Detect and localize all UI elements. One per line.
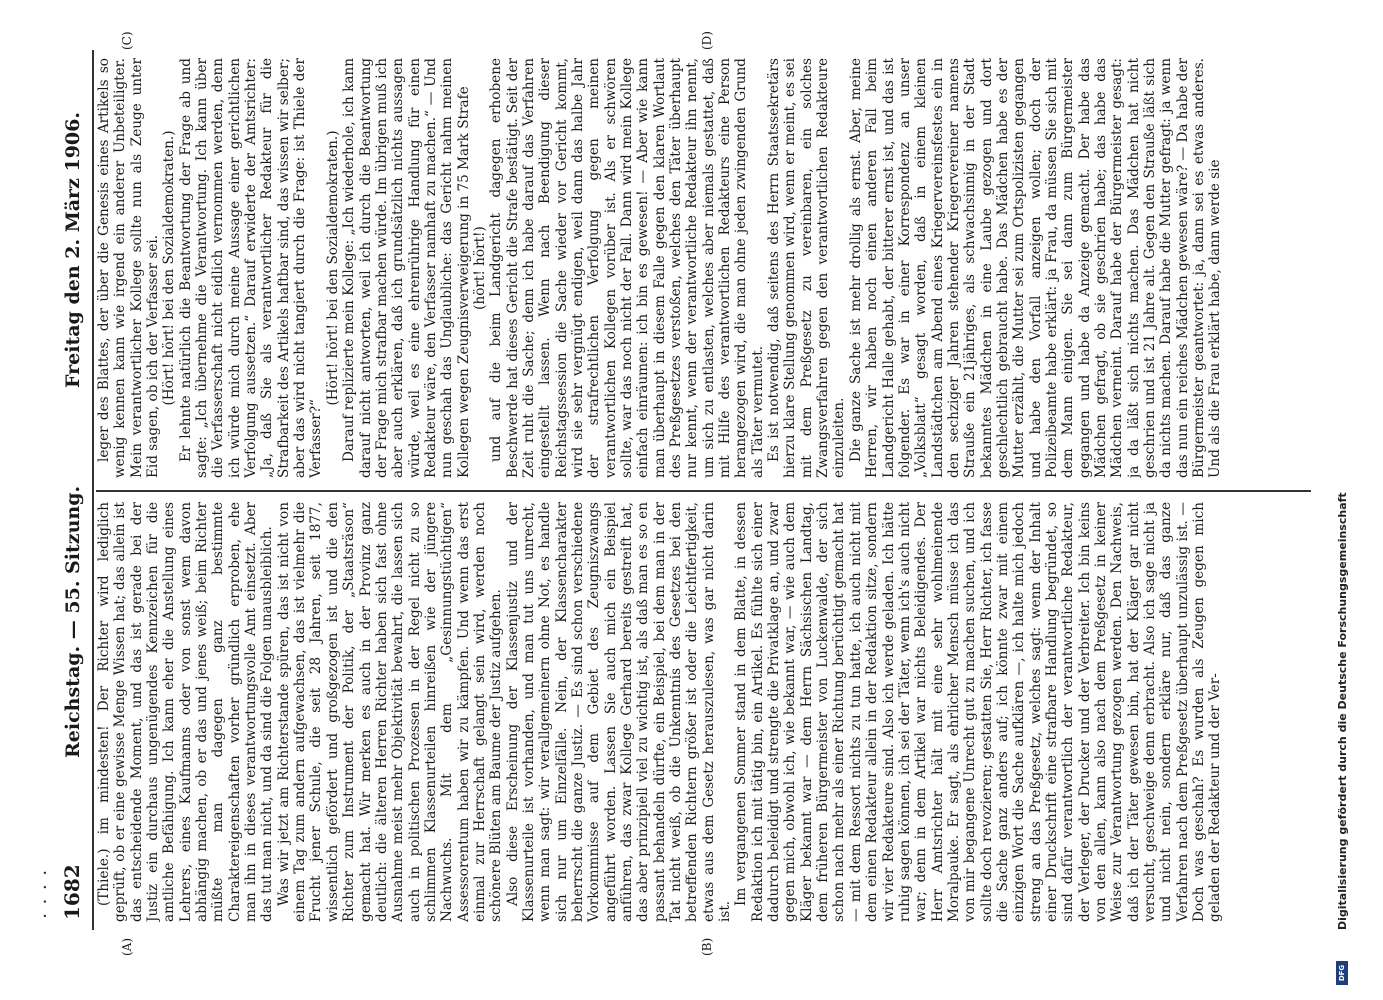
- dfg-logo: DFG: [1336, 961, 1348, 985]
- margin-letter-b: (B): [700, 937, 714, 956]
- paragraph: leger des Blattes, der über die Genesis eines Artikels so wenig kennen kann wie irgend ein anderer Unbeteiligter. Mein verantwortlicher Kollege sollte nun als Zeuge unter Eid sagen, ob ich der Verfasser sei.: [96, 58, 162, 478]
- column-divider: [96, 490, 1311, 492]
- paragraph: Im vergangenen Sommer stand in dem Blatte, in dessen Redaktion ich mit tätig bin, ein Artikel. Es fühlte sich einer dadurch beleidigt und strengte die Privatklage an, und zwar gegen mich, obwohl ich, wie bekannt war, — wie auch dem Kläger bekannt war — dem Herrn Sächsischen Landtag, dem früheren Bürgermeister von Luckenwalde, der sich schon nach mehr als einer Richtung berüchtigt gemacht hat — mit dem Ressort nichts zu tun hatte, ich auch nicht mit dem einen Redakteur allein in der Redaktion sitze, sondern wir vier Redakteure sind. Also ich werde geladen. Ich hätte ruhig sagen können, ich sei der Täter, wenn ich's auch nicht war; denn in dem Artikel war nichts Beleidigendes. Der Herr Amtsrichter hält mit eine sehr wohlmeinende Moralpauke. Er sagt, als ehrlicher Mensch müsse ich das von mir begangene Unrecht gut zu machen suchen, und ich sollte doch revozieren; gestatten Sie, Herr Richter, ich fasse die Sache ganz anders auf; ich könnte zwar mit einem einzigen Wort die Sache aufklären —, ich halte mich jedoch streng an das Preßgesetz, welches sagt: wenn der Inhalt einer Druckschrift eine strafbare Handlung begründet, so sind dafür verantwortlich der verantwortliche Redakteur, der Verleger, der Drucker und der Verbreiter. Ich bin keins von den allen, kann also nach dem Preßgesetz in keiner Weise zur Verantwortung gezogen werden. Den Nachweis, daß ich der Täter gewesen bin, hat der Kläger gar nicht versucht, geschweige denn erbracht. Also ich sage nicht ja und nicht nein, sondern erkläre nur, daß das ganze Verfahren nach dem Preßgesetz überhaupt unzulässig ist. — Doch was geschah? Es wurden als Zeugen gegen mich geladen der Redakteur und der Ver-: [733, 502, 1224, 922]
- margin-letter-a: (A): [120, 937, 134, 956]
- paragraph: Es ist notwendig, daß seitens des Herrn Staatssekretärs hierzu klare Stellung genommen wird, wenn er meint, es sei mit dem Preßgesetz zu vereinbaren, ein solches Zwangsverfahren gegen den verantwortlichen Redakteure einzuleiten.: [766, 58, 848, 478]
- interjection: (Hört! hört! bei den Sozialdemokraten.): [324, 130, 341, 406]
- left-column: [96, 502, 1306, 922]
- interjection: (hört! hört!): [471, 226, 488, 310]
- paragraph: Was wir jetzt am Richterstande spüren, das ist nicht von einem Tag zum andern aufgewachsen, das ist vielmehr die Frucht jener Schule, die seit 28 Jahren, seit 1877, wissentlich gefördert und großgezogen ist und die den Richter zum Instrument der Politik, der „Staatsräson“ gemacht hat. Wir merken es auch in der Provinz ganz deutlich: die älteren Herren Richter haben sich fast ohne Ausnahme meist mehr Objektivität bewahrt, die lassen sich auch in politischen Prozessen in der Regel nicht zu so schlimmen Klassenurteilen hinreißen wie der jüngere Nachwuchs. Mit dem „Gesinnungstüchtigen“ Assessorentum haben wir zu kämpfen. Und wenn das erst einmal zur Herrschaft gelangt sein wird, werden noch schönere Blüten am Baume der Justiz aufgehen.: [275, 502, 505, 922]
- header-rule: [92, 50, 94, 930]
- paragraph: Die ganze Sache ist mehr drollig als ernst. Aber, meine Herren, wir haben noch einen anderen Fall beim Landgericht Halle gehabt, der bitterer ernst ist, und das ist folgender. Es war in einer Korrespondenz an unser „Volksblatt“ gesagt worden, daß in einem kleinen Landstädtchen am Abend eines Kriegervereinsfestes ein in den sechziger Jahren stehender Kriegervereiner namens Strauße ein 21jähriges, als schwachsinnig in der Stadt bekanntes Mädchen in eine Laube gezogen und dort geschlechtlich gebraucht habe. Das Mädchen habe es der Mutter erzählt, die Mutter sei zum Ortspolizisten gegangen und habe den Vorfall anzeigen wollen; doch der Polizeibeamte habe erklärt: ja Frau, da müssen Sie sich mit dem Mann einigen. Sie sei dann zum Bürgermeister gegangen und habe da Anzeige gemacht. Der habe das Mädchen gefragt, ob sie geschrien habe; das habe das Mädchen verneint. Darauf habe der Bürgermeister gesagt: ja da läßt sich nichts machen. Das Mädchen hat nicht geschrien und ist 21 Jahre alt. Gegen den Strauße läßt sich da nichts machen. Darauf habe die Mutter gefragt: ja wenn das nun ein reiches Mädchen gewesen wäre? — Da habe der Bürgermeister geantwortet: ja, dann sei es etwas anderes. Und als die Frau erklärt habe, dann werde sie: [847, 58, 1224, 478]
- session-date: Freitag den 2. März 1906.: [62, 112, 84, 388]
- session-title: Reichstag. — 55. Sitzung.: [62, 485, 84, 758]
- interjection: (Hört! hört! bei den Sozialdemokraten.): [161, 130, 178, 406]
- right-column: [96, 58, 1306, 478]
- margin-letter-c: (C): [120, 31, 134, 50]
- margin-letter-d: (D): [700, 31, 714, 50]
- paragraph: Er lehnte natürlich die Beantwortung der Frage ab und sagte: „Ich übernehme die Verantwortung. Ich kann über die Verfasserschaft nicht eidlich vernommen werden, denn ich würde mich durch meine Aussage einer gerichtlichen Verfolgung aussetzen.“ Darauf erwiderte der Amtsrichter: „Ja, daß Sie als verantwortlicher Redakteur für die Strafbarkeit des Artikels haftbar sind, das wissen wir selber; aber das wird nicht tangiert durch die Frage: ist Thiele der Verfasser?“: [177, 58, 325, 478]
- digitization-credit: Digitalisierung gefördert durch die Deutsche Forschungsgemeinschaft: [1336, 492, 1349, 930]
- paragraph: (Thiele.) im mindesten! Der Richter wird lediglich geprüft, ob er eine gewisse Menge Wissen hat; das allein ist das entscheidende Moment, und das ist gerade bei der Justiz ein durchaus ungenügendes Kennzeichen für die amtliche Befähigung. Ich kann eher die Anstellung eines Lehrers, eines Kaufmanns oder von sonst wem davon abhängig machen, ob er das und jenes weiß; beim Richter müßte man dagegen ganz bestimmte Charaktereigenschaften vorher gründlich erproben, ehe man ihn in dieses verantwortungsvolle Amt einsetzt. Aber das tut man nicht, und da sind die Folgen unausbleiblich.: [96, 502, 276, 922]
- header-dots: · · · ·: [38, 867, 52, 918]
- page-header: [38, 48, 92, 928]
- paragraph: und auf die beim Landgericht dagegen erhobene Beschwerde hat dieses Gericht die Strafe bestätigt. Seit der Zeit ruht die Sache; denn ich habe darauf das Verfahren eingestellt lassen. Wenn nach Beendigung dieser Reichstagssession die Sache wieder vor Gericht kommt, wird sie sehr vergnügt endigen, weil dann das halbe Jahr der strafrechtlichen Verfolgung gegen meinen verantwortlichen Kollegen vorüber ist. Als er schwören sollte, war das noch nicht der Fall. Dann wird mein Kollege einfach einräumen: ich bin es gewesen! — Aber wie kann man überhaupt in diesem Falle gegen den klaren Wortlaut des Preßgesetzes verstoßen, welches den Täter überhaupt nur kennt, wenn der verantwortliche Redakteur ihn nennt, um sich zu entlasten, welches aber niemals gestattet, daß mit Hilfe des verantwortlichen Redakteurs eine Person herangezogen wird, die man ohne jeden zwingenden Grund als Täter vermutet.: [488, 58, 766, 478]
- paragraph: Also diese Erscheinung der Klassenjustiz und der Klassenurteile ist vorhanden, und man tut uns unrecht, wenn man sagt: wir verallgemeinern ohne Not, es handle sich nur um Einzelfälle. Nein, der Klassencharakter beherrscht die ganze Justiz. — Es sind schon verschiedene Vorkommnisse auf dem Gebiet des Zeugniszwangs angeführt worden. Lassen Sie auch mich ein Beispiel anführen, das zwar Kollege Gerhard bereits gestreift hat, das aber prinzipiell viel zu wichtig ist, als daß man es so en passant behandeln dürfte, ein Beispiel, bei dem man in der Tat nicht weiß, ob die Unkenntnis des Gesetzes bei den betreffenden Richtern größer ist oder die Leichtfertigkeit, etwas aus dem Gesetz herauszulesen, was gar nicht darin ist.: [504, 502, 734, 922]
- page-number: 1682: [60, 864, 84, 920]
- paragraph: Darauf replizierte mein Kollege: „Ich wiederhole, ich kann darauf nicht antworten, weil ich durch die Beantwortung der Frage mich strafbar machen würde. Im übrigen muß ich aber auch erklären, daß ich grundsätzlich nichts aussagen würde, weil es eine ehrenrührige Handlung für einen Redakteur wäre, den Verfasser namhaft zu machen.“ — Und nun geschah das Unglaubliche: das Gericht nahm meinen Kollegen wegen Zeugnisverweigerung in 75 Mark Strafe: [341, 58, 472, 478]
